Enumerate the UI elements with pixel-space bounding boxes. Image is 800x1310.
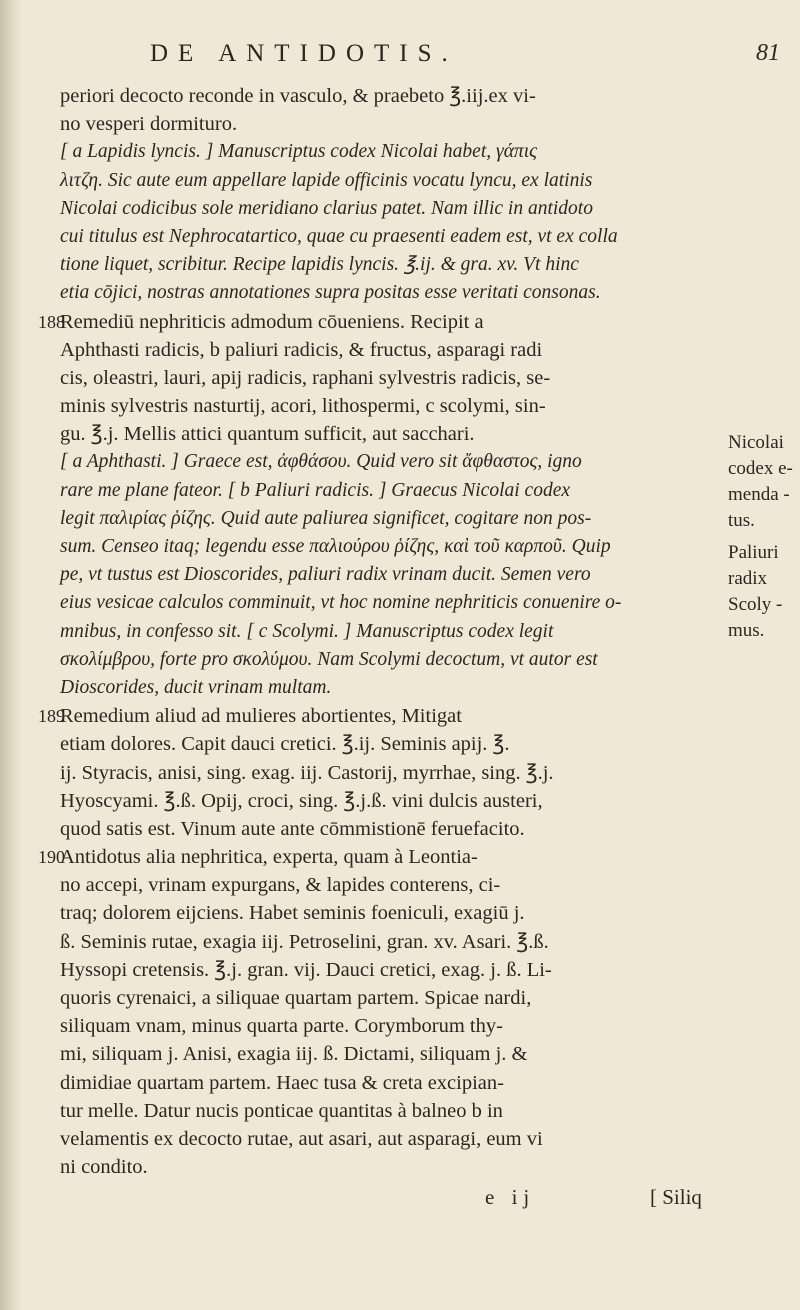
line-text: Antidotus alia nephritica, experta, quam à Leontia- [60, 846, 478, 869]
margin-note: Scoly - [728, 594, 783, 615]
text-line [60, 787, 720, 815]
page-footer [110, 1185, 790, 1217]
text-line [60, 1097, 720, 1125]
line-text: Remediū nephriticis admodum cōueniens. Recipit a [60, 310, 484, 333]
line-text: dimidiae quartam partem. Haec tusa & creta excipian- [60, 1071, 504, 1094]
text-line [60, 392, 720, 420]
line-text: ß. Seminis rutae, exagia iij. Petroselini, gran. xv. Asari. ℥.ß. [60, 930, 549, 953]
line-text: Hyoscyami. ℥.ß. Opij, croci, sing. ℥.j.ß. vini dulcis austeri, [60, 789, 543, 812]
margin-note: radix [728, 568, 768, 589]
text-line [60, 420, 720, 448]
line-text: λιτζη. Sic aute eum appellare lapide officinis vocatu lyncu, ex latinis [60, 169, 593, 191]
line-text: Remedium aliud ad mulieres abortientes, Mitigat [60, 705, 462, 728]
text-line [60, 533, 720, 561]
line-text: Hyssopi cretensis. ℥.j. gran. vij. Dauci cretici, exag. j. ß. Li- [60, 958, 552, 981]
line-text: gu. ℥.j. Mellis attici quantum sufficit, aut sacchari. [60, 423, 475, 446]
text-line [60, 956, 720, 984]
margin-note: Nicolai [728, 432, 784, 453]
line-text: tur melle. Datur nucis ponticae quantitas à balneo b in [60, 1099, 503, 1122]
text-line [60, 1153, 720, 1181]
line-text: Aphthasti radicis, b paliuri radicis, & fructus, asparagi radi [60, 338, 543, 361]
text-line [60, 759, 720, 787]
text-line [60, 871, 720, 899]
line-text: Dioscorides, ducit vrinam multam. [60, 676, 332, 698]
text-line [60, 1069, 720, 1097]
line-text: quod satis est. Vinum aute ante cōmmistionē feruefacito. [60, 817, 525, 840]
paragraph-number: 189 [38, 706, 65, 727]
line-text: pe, vt tustus est Dioscorides, paliuri radix vrinam ducit. Semen vero [60, 564, 591, 586]
text-line [60, 1125, 720, 1153]
line-text: velamentis ex decocto rutae, aut asari, aut asparagi, eum vi [60, 1127, 543, 1150]
text-line [60, 195, 720, 223]
text-line [38, 308, 720, 336]
text-line [60, 505, 720, 533]
margin-note: Paliuri [728, 542, 779, 563]
page-header [150, 40, 780, 80]
text-line [60, 364, 720, 392]
text-line [38, 702, 720, 730]
text-line [60, 674, 720, 702]
text-line [60, 618, 720, 646]
text-line [60, 336, 720, 364]
text-line [60, 110, 720, 138]
paragraph-number: 188 [38, 311, 65, 332]
line-text: no accepi, vrinam expurgans, & lapides conterens, ci- [60, 874, 501, 897]
signature-mark: e ij [485, 1185, 536, 1209]
line-text: ij. Styracis, anisi, sing. exag. iij. Castorij, myrrhae, sing. ℥.j. [60, 761, 554, 784]
text-line [60, 448, 720, 476]
text-line [60, 899, 720, 927]
line-text: cis, oleastri, lauri, apij radicis, raphani sylvestris radicis, se- [60, 366, 551, 389]
text-line [60, 138, 720, 166]
line-text: cui titulus est Nephrocatartico, quae cu praesenti eadem est, vt ex colla [60, 225, 618, 247]
text-line [60, 1040, 720, 1068]
text-line [60, 561, 720, 589]
margin-note: menda - [728, 484, 790, 505]
margin-note: codex e- [728, 458, 793, 479]
line-text: mi, siliquam j. Anisi, exagia iij. ß. Dictami, siliquam j. & [60, 1043, 528, 1066]
margin-note: mus. [728, 620, 765, 641]
text-line [60, 646, 720, 674]
line-text: σκολίμβρου, forte pro σκολύμου. Nam Scolymi decoctum, vt autor est [60, 648, 598, 670]
text-line [60, 82, 720, 110]
line-text: etiam dolores. Capit dauci cretici. ℥.ij. Seminis apij. ℥. [60, 733, 510, 756]
text-line [60, 251, 720, 279]
text-line [60, 167, 720, 195]
margin-note: tus. [728, 510, 755, 531]
line-text: ni condito. [60, 1156, 148, 1179]
line-text: legit παλιρίας ῥίζης. Quid aute paliurea significet, cogitare non pos- [60, 507, 592, 529]
text-line [60, 928, 720, 956]
line-text: quoris cyrenaici, a siliquae quartam partem. Spicae nardi, [60, 987, 532, 1009]
line-text: minis sylvestris nasturtij, acori, lithospermi, c scolymi, sin- [60, 395, 546, 418]
page-number: 81 [756, 40, 780, 66]
line-text: rare me plane fateor. [ b Paliuri radicis. ] Graecus Nicolai codex [60, 479, 571, 501]
text-line [60, 730, 720, 758]
catchword: [ Siliq [650, 1185, 702, 1209]
line-text: siliquam vnam, minus quarta parte. Corymborum thy- [60, 1015, 503, 1038]
text-line [60, 589, 720, 617]
line-text: sum. Censeo itaq; legendu esse παλιούρου ῥίζης, καὶ τοῦ καρποῦ. Quip [60, 536, 611, 557]
text-line [60, 1012, 720, 1040]
text-line [60, 477, 720, 505]
main-text [38, 82, 720, 1181]
line-text: mnibus, in confesso sit. [ c Scolymi. ] Manuscriptus codex legit [60, 620, 554, 642]
text-line [38, 843, 720, 871]
paragraph-number: 190 [38, 847, 65, 868]
line-text: [ a Lapidis lyncis. ] Manuscriptus codex Nicolai habet, γάπις [60, 141, 538, 163]
running-head: DE ANTIDOTIS. [150, 40, 458, 67]
text-line [60, 815, 720, 843]
line-text: [ a Aphthasti. ] Graece est, ἀφθάσου. Quid vero sit ἄφθαστος, igno [60, 451, 582, 473]
line-text: Nicolai codicibus sole meridiano clarius patet. Nam illic in antidoto [60, 197, 593, 219]
line-text: etia cōjici, nostras annotationes supra positas esse veritati consonas. [60, 282, 601, 304]
margin-notes [728, 430, 798, 644]
line-text: traq; dolorem eijciens. Habet seminis foeniculi, exagiū j. [60, 902, 525, 925]
line-text: periori decocto reconde in vasculo, & praebeto ℥.iij.ex vi- [60, 85, 536, 107]
line-text: eius vesicae calculos comminuit, vt hoc nomine nephriticis conuenire o- [60, 592, 622, 614]
text-line [60, 984, 720, 1012]
line-text: no vesperi dormituro. [60, 113, 238, 136]
page-spine-shadow [0, 0, 22, 1310]
line-text: tione liquet, scribitur. Recipe lapidis lyncis. ℥.ij. & gra. xv. Vt hinc [60, 254, 579, 276]
text-line [60, 223, 720, 251]
text-line [60, 279, 720, 307]
